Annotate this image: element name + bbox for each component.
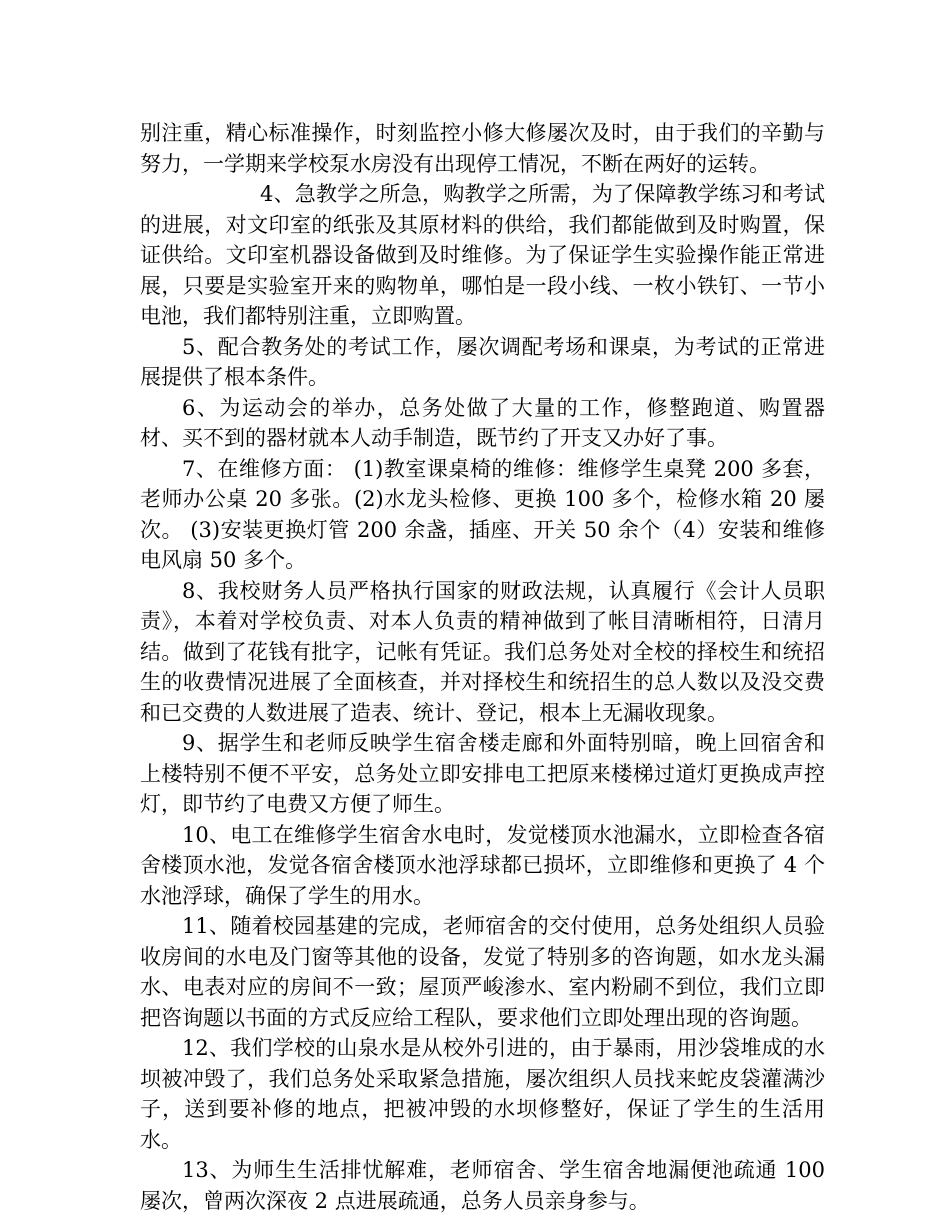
paragraph-item-13: 13、为师生生活排忧解难，老师宿舍、学生宿舍地漏便池疏通 100 屡次，曾两次深夜 2 点进展疏通，总务人员亲身参与。 bbox=[140, 1158, 825, 1213]
paragraph-continuation: 别注重，精心标准操作，时刻监控小修大修屡次及时，由于我们的辛勤与努力，一学期来学校泵水房没有出现停工情况，不断在两好的运转。 bbox=[140, 121, 825, 176]
document-body bbox=[140, 118, 825, 1216]
paragraph-item-6: 6、为运动会的举办，总务处做了大量的工作，修整跑道、购置器材、买不到的器材就本人动手制造，既节约了开支又办好了事。 bbox=[140, 395, 825, 450]
paragraph-item-9: 9、据学生和老师反映学生宿舍楼走廊和外面特别暗，晚上回宿舍和上楼特别不便不平安，总务处立即安排电工把原来楼梯过道灯更换成声控灯，即节约了电费又方便了师生。 bbox=[140, 731, 825, 816]
paragraph-item-11: 11、随着校园基建的完成，老师宿舍的交付使用，总务处组织人员验收房间的水电及门窗等其他的设备，发觉了特别多的咨询题，如水龙头漏水、电表对应的房间不一致；屋顶严峻渗水、室内粉刷不到位，我们立即把咨询题以书面的方式反应给工程队，要求他们立即处理出现的咨询题。 bbox=[140, 914, 825, 1030]
paragraph-item-4: 4、急教学之所急，购教学之所需，为了保障教学练习和考试的进展，对文印室的纸张及其原材料的供给，我们都能做到及时购置，保证供给。文印室机器设备做到及时维修。为了保证学生实验操作能正常进展，只要是实验室开来的购物单，哪怕是一段小线、一枚小铁钉、一节小电池，我们都特别注重，立即购置。 bbox=[140, 182, 825, 328]
paragraph-item-8: 8、我校财务人员严格执行国家的财政法规，认真履行《会计人员职责》，本着对学校负责、对本人负责的精神做到了帐目清晰相符，日清月结。做到了花钱有批字，记帐有凭证。我们总务处对全校的择校生和统招生的收费情况进展了全面核查，并对择校生和统招生的总人数以及没交费和已交费的人数进展了造表、统计、登记，根本上无漏收现象。 bbox=[140, 578, 825, 725]
paragraph-item-5: 5、配合教务处的考试工作，屡次调配考场和课桌，为考试的正常进展提供了根本条件。 bbox=[140, 334, 825, 389]
paragraph-item-7: 7、在维修方面： (1)教室课桌椅的维修：维修学生桌凳 200 多套，老师办公桌 20 多张。(2)水龙头检修、更换 100 多个，检修水箱 20 屡次。 (3)安装更换灯管 200 余盏，插座、开关 50 余个（4）安装和维修电风扇 50 多个。 bbox=[140, 456, 825, 572]
paragraph-item-12: 12、我们学校的山泉水是从校外引进的，由于暴雨，用沙袋堆成的水坝被冲毁了，我们总务处采取紧急措施，屡次组织人员找来蛇皮袋灌满沙子，送到要补修的地点，把被冲毁的水坝修整好，保证了学生的生活用水。 bbox=[140, 1036, 825, 1152]
paragraph-item-10: 10、电工在维修学生宿舍水电时，发觉楼顶水池漏水，立即检查各宿舍楼顶水池，发觉各宿舍楼顶水池浮球都已损坏，立即维修和更换了 4 个水池浮球，确保了学生的用水。 bbox=[140, 822, 825, 908]
